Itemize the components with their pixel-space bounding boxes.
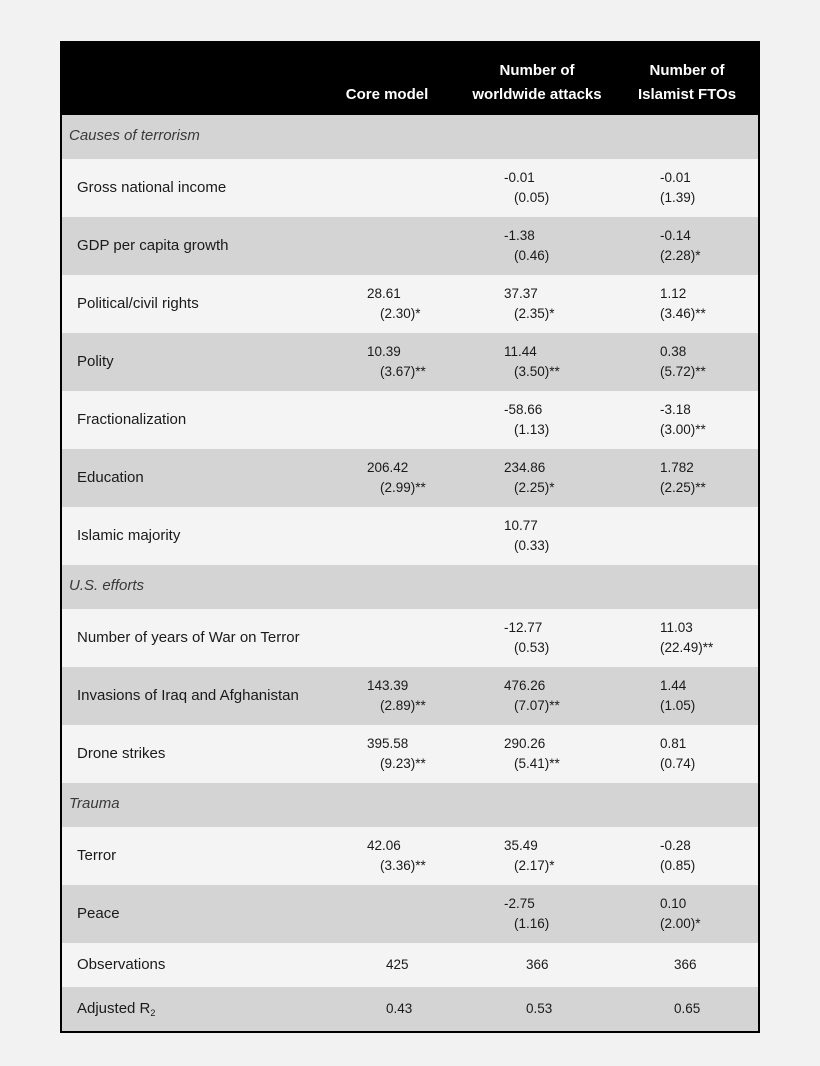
t-statistic: (3.00)** [660,422,706,437]
cell-c2 [504,342,594,382]
cell-c3 [656,836,746,876]
coefficient: 290.26 [504,736,546,751]
coefficient: 10.77 [504,518,538,533]
t-statistic: (9.23)** [380,756,426,771]
t-statistic: (2.25)* [514,480,555,495]
t-statistic: (1.16) [514,916,550,931]
header-col2-line1: Number of [499,62,575,79]
row-label: Number of years of War on Terror [77,629,300,646]
coefficient: 1.782 [660,460,694,475]
coefficient: 476.26 [504,678,546,693]
t-statistic: (2.89)** [380,698,426,713]
row-label: Terror [77,847,117,864]
cell-c1 [367,342,447,382]
t-statistic: (2.25)** [660,480,706,495]
t-statistic: (0.74) [660,756,696,771]
t-statistic: (2.17)* [514,858,555,873]
table-row [62,159,758,217]
summary-value: 0.65 [674,1001,701,1016]
coefficient: -0.01 [504,170,535,185]
section-header [62,115,758,159]
row-label-text: Observations [77,956,166,973]
cell-c3 [656,226,746,266]
cell-c3 [656,284,746,324]
cell-c2 [504,168,594,208]
cell-c1 [367,458,447,498]
t-statistic: (7.07)** [514,698,560,713]
row-label: Invasions of Iraq and Afghanistan [77,687,299,704]
cell-c2 [504,400,594,440]
section-title: Trauma [69,795,120,812]
t-statistic: (5.72)** [660,364,706,379]
t-statistic: (0.85) [660,858,696,873]
t-statistic: (0.46) [514,248,550,263]
header-worldwide-attacks [462,59,612,107]
table-row [62,333,758,391]
coefficient: 28.61 [367,286,401,301]
cell-c2 [504,226,594,266]
t-statistic: (3.50)** [514,364,560,379]
row-label: Peace [77,905,120,922]
t-statistic: (3.36)** [380,858,426,873]
row-label: Gross national income [77,179,227,196]
table-row [62,217,758,275]
summary-value: 366 [674,957,697,972]
coefficient: 35.49 [504,838,538,853]
cell-c1 [367,836,447,876]
coefficient: -0.28 [660,838,691,853]
cell-c3 [656,676,746,716]
coefficient: 1.12 [660,286,687,301]
section-title: Causes of terrorism [69,127,200,144]
summary-row [62,987,758,1031]
summary-c2 [526,955,549,975]
section-title: U.S. efforts [69,577,145,594]
table-header [62,43,758,115]
table-row [62,391,758,449]
cell-c3 [656,168,746,208]
coefficient: -3.18 [660,402,691,417]
summary-value: 366 [526,957,549,972]
t-statistic: (5.41)** [514,756,560,771]
cell-c2 [504,836,594,876]
summary-c1 [386,955,409,975]
coefficient: -1.38 [504,228,535,243]
summary-c3 [674,999,700,1019]
row-label: Education [77,469,144,486]
coefficient: 395.58 [367,736,409,751]
cell-c2 [504,618,594,658]
coefficient: 42.06 [367,838,401,853]
row-label: Fractionalization [77,411,187,428]
cell-c1 [367,676,447,716]
coefficient: 1.44 [660,678,687,693]
t-statistic: (22.49)** [660,640,714,655]
header-col3-line1: Number of [649,62,725,79]
row-label: Polity [77,353,114,370]
t-statistic: (3.67)** [380,364,426,379]
table-row [62,667,758,725]
t-statistic: (1.39) [660,190,696,205]
t-statistic: (3.46)** [660,306,706,321]
t-statistic: (1.13) [514,422,550,437]
coefficient: 37.37 [504,286,538,301]
t-statistic: (2.28)* [660,248,701,263]
t-statistic: (0.05) [514,190,550,205]
row-label [77,956,165,974]
regression-table [60,41,760,1033]
t-statistic: (2.99)** [380,480,426,495]
cell-c2 [504,516,594,556]
coefficient: 11.03 [660,620,693,635]
t-statistic: (0.53) [514,640,550,655]
coefficient: -2.75 [504,896,535,911]
summary-c3 [674,955,697,975]
cell-c2 [504,734,594,774]
coefficient: 206.42 [367,460,409,475]
table-row [62,275,758,333]
cell-c3 [656,400,746,440]
row-label: GDP per capita growth [77,237,229,254]
cell-c1 [367,734,447,774]
t-statistic: (1.05) [660,698,696,713]
summary-c1 [386,999,412,1019]
row-label [77,1000,155,1018]
table-row [62,507,758,565]
header-col2-line2: worldwide attacks [472,86,602,103]
table-row [62,725,758,783]
t-statistic: (2.30)* [380,306,421,321]
row-label: Political/civil rights [77,295,199,312]
coefficient: 234.86 [504,460,546,475]
t-statistic: (0.33) [514,538,550,553]
table-row [62,827,758,885]
table-row [62,609,758,667]
row-label-subscript: 2 [150,1008,156,1018]
table-row [62,885,758,943]
coefficient: 143.39 [367,678,409,693]
section-header [62,565,758,609]
header-islamist-ftos [622,59,752,107]
summary-value: 0.43 [386,1001,413,1016]
row-label: Drone strikes [77,745,166,762]
coefficient: 0.10 [660,896,687,911]
t-statistic: (2.35)* [514,306,555,321]
cell-c2 [504,894,594,934]
coefficient: -58.66 [504,402,543,417]
row-label-text: Adjusted R [77,1000,151,1017]
cell-c3 [656,734,746,774]
coefficient: -12.77 [504,620,543,635]
cell-c3 [656,342,746,382]
coefficient: 0.81 [660,736,687,751]
summary-c2 [526,999,552,1019]
coefficient: 0.38 [660,344,687,359]
t-statistic: (2.00)* [660,916,701,931]
table-body [62,115,758,1031]
cell-c1 [367,284,447,324]
header-core-model [332,83,442,107]
header-col1-line2: Core model [345,86,429,103]
cell-c3 [656,618,746,658]
header-col3-line2: Islamist FTOs [637,86,737,103]
coefficient: -0.01 [660,170,691,185]
coefficient: 11.44 [504,344,537,359]
coefficient: 10.39 [367,344,401,359]
cell-c3 [656,894,746,934]
summary-value: 425 [386,957,409,972]
table-row [62,449,758,507]
summary-value: 0.53 [526,1001,553,1016]
summary-row [62,943,758,987]
section-header [62,783,758,827]
coefficient: -0.14 [660,228,691,243]
cell-c2 [504,458,594,498]
cell-c3 [656,458,746,498]
cell-c2 [504,676,594,716]
row-label: Islamic majority [77,527,181,544]
cell-c2 [504,284,594,324]
